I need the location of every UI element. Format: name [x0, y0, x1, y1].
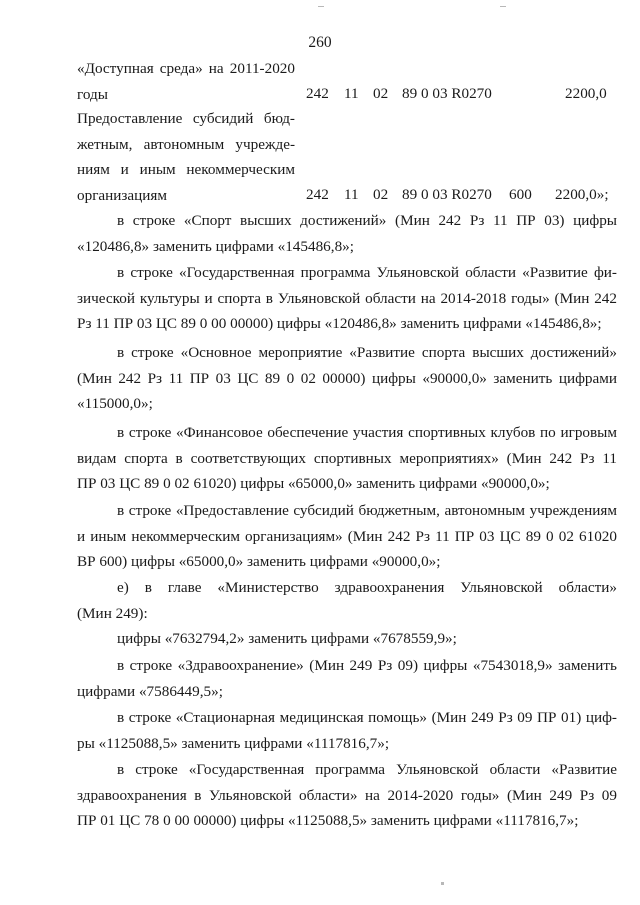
amendment-paragraph — [77, 498, 617, 575]
scan-artifact — [441, 882, 444, 885]
col-min: 242 — [306, 85, 329, 102]
col-vr: 600 — [509, 186, 532, 203]
paragraph-line: в строке «Государственная программа Ульяновской области «Развитие фи- — [117, 264, 617, 281]
paragraph-line: ры «1125088,5» заменить цифрами «1117816,7»; — [77, 734, 390, 752]
paragraph-line: е) в главе «Министерство здравоохранения Ульяновской области» — [117, 579, 617, 596]
paragraph-line: в строке «Основное мероприятие «Развитие спорта высших достижений» — [117, 344, 617, 361]
paragraph-line: и иным некоммерческим организациям» (Мин 242 Рз 11 ПР 03 ЦС 89 0 02 61020 — [77, 527, 617, 545]
amendment-paragraph — [77, 340, 617, 417]
paragraph-line: ВР 600) цифры «65000,0» заменить цифрами «90000,0»; — [77, 553, 441, 570]
col-rz: 11 — [344, 85, 359, 102]
paragraph-line: в строке «Спорт высших достижений» (Мин 242 Рз 11 ПР 03) цифры — [117, 212, 617, 229]
col-min: 242 — [306, 186, 329, 203]
row-name-line: годы — [77, 85, 108, 103]
paragraph-line: «115000,0»; — [77, 395, 153, 412]
paragraph-line: в строке «Здравоохранение» (Мин 249 Рз 09) цифры «7543018,9» заменить — [117, 657, 617, 674]
col-pr: 02 — [373, 85, 389, 102]
paragraph-line: зической культуры и спорта в Ульяновской области на 2014-2018 годы» (Мин 242 — [77, 289, 617, 307]
paragraph-line: (Мин 242 Рз 11 ПР 03 ЦС 89 0 02 00000) цифры «90000,0» заменить цифрами — [77, 369, 617, 387]
paragraph-line: в строке «Финансовое обеспечение участия спортивных клубов по игровым — [117, 424, 617, 441]
row-name-line: Предоставление субсидий бюд- — [77, 110, 295, 127]
amendment-paragraph — [77, 626, 617, 652]
paragraph-line: в строке «Стационарная медицинская помощь» (Мин 249 Рз 09 ПР 01) циф- — [117, 709, 617, 726]
paragraph-line: Рз 11 ПР 03 ЦС 89 0 00 00000) цифры «120486,8» заменить цифрами «145486,8»; — [77, 315, 602, 332]
col-cs: 89 0 03 R0270 — [402, 85, 492, 102]
paragraph-line: ПР 01 ЦС 78 0 00 00000) цифры «1125088,5» заменить цифрами «1117816,7»; — [77, 812, 579, 829]
row-name-line: жетным, автономным учрежде- — [77, 135, 295, 153]
row-name-line: «Доступная среда» на 2011-2020 — [77, 60, 295, 77]
col-amount: 2200,0»; — [555, 186, 609, 203]
row-name — [77, 106, 295, 208]
amendment-paragraph — [77, 420, 617, 497]
paragraph-line: в строке «Государственная программа Ульяновской области «Развитие — [117, 761, 617, 778]
col-pr: 02 — [373, 186, 389, 203]
amendment-paragraph — [77, 260, 617, 337]
paragraph-line: «120486,8» заменить цифрами «145486,8»; — [77, 237, 354, 255]
page-number: 260 — [308, 34, 332, 51]
row-name — [77, 56, 295, 107]
col-rz: 11 — [344, 186, 359, 203]
amendment-paragraph — [77, 653, 617, 704]
paragraph-line: ПР 03 ЦС 89 0 02 61020) цифры «65000,0» заменить цифрами «90000,0»; — [77, 475, 550, 492]
paragraph-line: (Мин 249): — [77, 604, 148, 622]
row-name-line: ниям и иным некоммерческим — [77, 161, 295, 178]
paragraph-line: в строке «Предоставление субсидий бюджетным, автономным учреждениям — [117, 502, 617, 519]
paragraph-line: здравоохранения в Ульяновской области» на 2014-2020 годы» (Мин 249 Рз 09 — [77, 786, 617, 804]
paragraph-line: цифры «7632794,2» заменить цифрами «7678559,9»; — [117, 630, 457, 647]
amendment-paragraph — [77, 757, 617, 834]
amendment-paragraph — [77, 208, 617, 259]
scan-artifact — [500, 6, 506, 7]
paragraph-line: видам спорта в соответствующих спортивных мероприятиях» (Мин 242 Рз 11 — [77, 449, 617, 467]
col-amount: 2200,0 — [565, 85, 607, 102]
amendment-paragraph — [77, 575, 617, 626]
paragraph-line: цифрами «7586449,5»; — [77, 682, 223, 700]
scan-artifact — [318, 6, 324, 7]
row-name-line: организациям — [77, 186, 168, 204]
col-cs: 89 0 03 R0270 — [402, 186, 492, 203]
amendment-paragraph — [77, 705, 617, 756]
